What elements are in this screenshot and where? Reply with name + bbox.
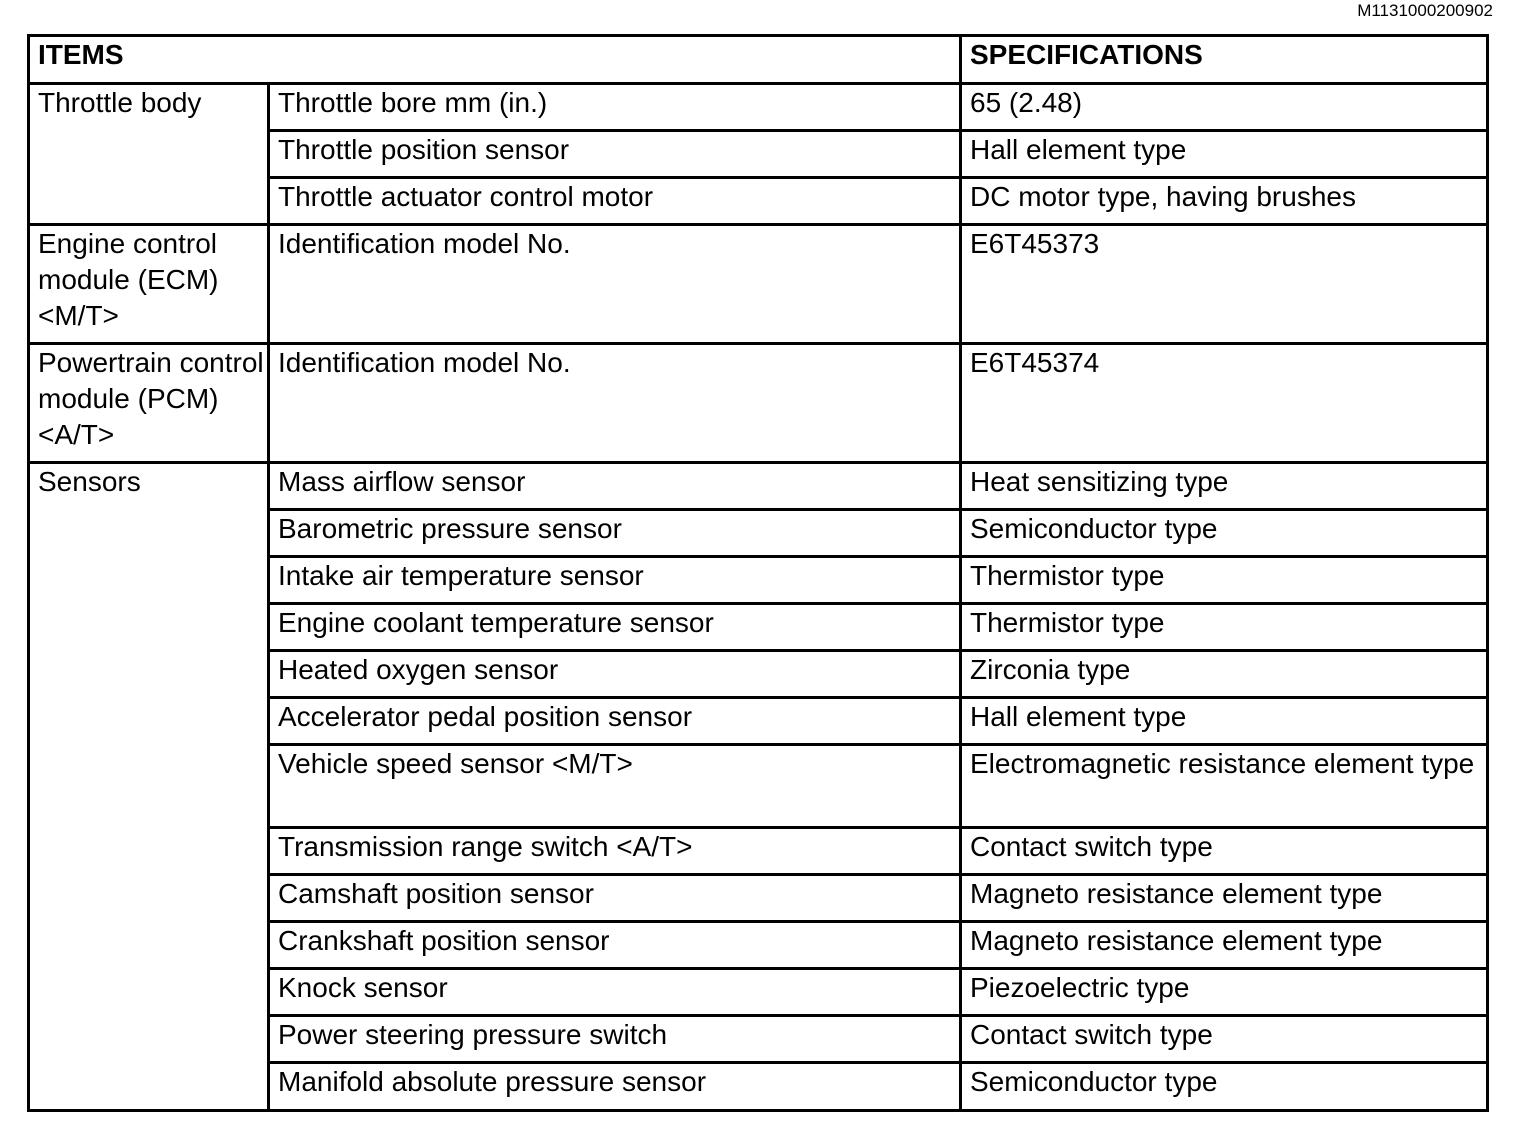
table-row [29,84,1488,131]
spec-cell: Piezoelectric type [961,969,1488,1016]
spec-cell: E6T45373 [961,225,1488,344]
item-cell: Intake air temperature sensor [269,557,961,604]
item-cell: Identification model No. [269,344,961,463]
category-cell-sensors: Sensors [29,463,269,1111]
item-cell: Throttle actuator control motor [269,178,961,225]
spec-cell: Electromagnetic resistance element type [961,745,1488,828]
item-cell: Manifold absolute pressure sensor [269,1063,961,1111]
spec-cell: E6T45374 [961,344,1488,463]
spec-cell: Semiconductor type [961,510,1488,557]
item-cell: Power steering pressure switch [269,1016,961,1063]
spec-cell: Hall element type [961,698,1488,745]
item-cell: Knock sensor [269,969,961,1016]
item-cell: Accelerator pedal position sensor [269,698,961,745]
item-cell: Identification model No. [269,225,961,344]
spec-cell: Zirconia type [961,651,1488,698]
spec-cell: Magneto resistance element type [961,875,1488,922]
document-id: M1131000200902 [1357,1,1493,20]
table-row [29,463,1488,510]
specifications-table [27,34,1489,1112]
item-cell: Crankshaft position sensor [269,922,961,969]
item-cell: Barometric pressure sensor [269,510,961,557]
spec-cell: Magneto resistance element type [961,922,1488,969]
item-cell: Engine coolant temperature sensor [269,604,961,651]
spec-cell: Hall element type [961,131,1488,178]
item-cell: Throttle position sensor [269,131,961,178]
spec-cell: Contact switch type [961,828,1488,875]
spec-cell: Semiconductor type [961,1063,1488,1111]
spec-cell: 65 (2.48) [961,84,1488,131]
item-cell: Mass airflow sensor [269,463,961,510]
spec-cell: Thermistor type [961,604,1488,651]
table-row [29,344,1488,463]
category-cell-ecm: Engine control module (ECM) <M/T> [29,225,269,344]
table-row [29,225,1488,344]
item-cell: Camshaft position sensor [269,875,961,922]
header-items: ITEMS [29,36,961,84]
item-cell: Transmission range switch <A/T> [269,828,961,875]
category-cell-pcm: Powertrain control module (PCM) <A/T> [29,344,269,463]
item-cell: Vehicle speed sensor <M/T> [269,745,961,828]
header-specifications: SPECIFICATIONS [961,36,1488,84]
item-cell: Throttle bore mm (in.) [269,84,961,131]
spec-cell: Thermistor type [961,557,1488,604]
spec-cell: Heat sensitizing type [961,463,1488,510]
category-cell-throttle-body: Throttle body [29,84,269,225]
header-row [29,36,1488,84]
item-cell: Heated oxygen sensor [269,651,961,698]
spec-cell: DC motor type, having brushes [961,178,1488,225]
spec-cell: Contact switch type [961,1016,1488,1063]
